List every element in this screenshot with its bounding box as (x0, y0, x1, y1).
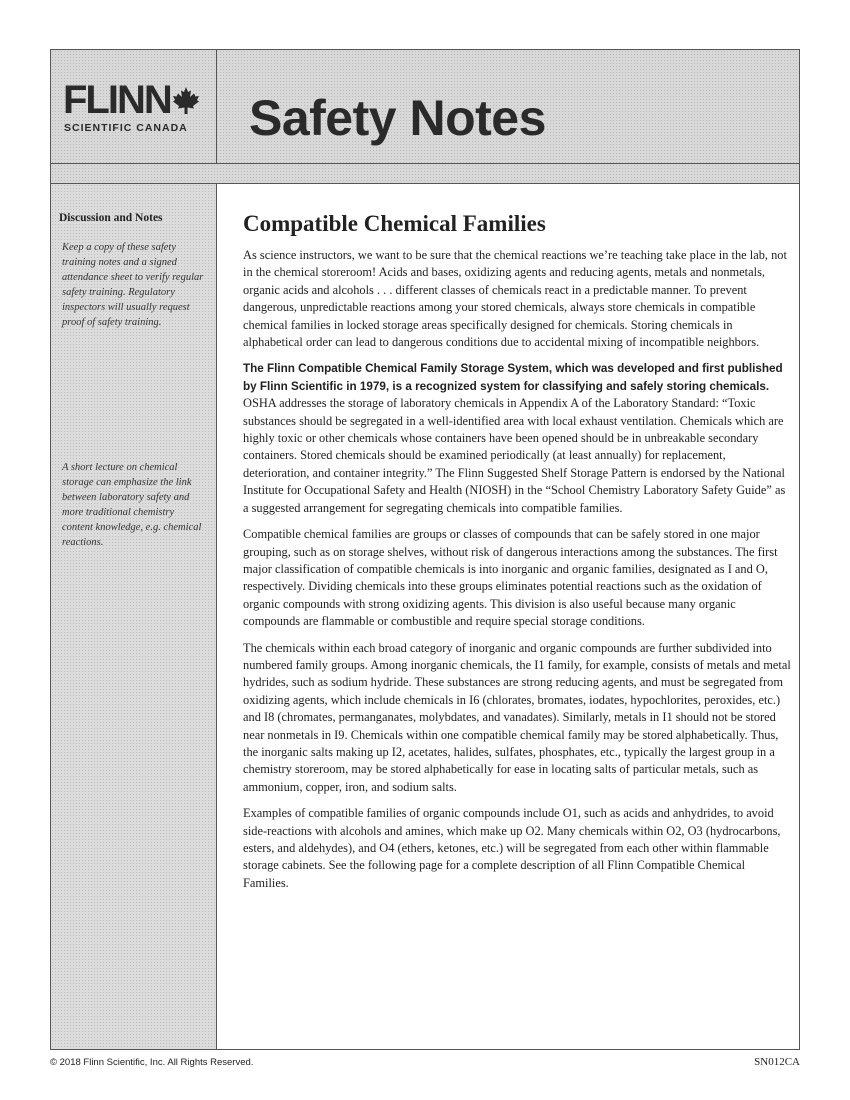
footer-copyright: © 2018 Flinn Scientific, Inc. All Rights Reserved. (50, 1057, 254, 1068)
paragraph-storage-system-body: OSHA addresses the storage of laboratory chemicals in Appendix A of the Laboratory Standard: “Toxic substances should be segregated in a well-identified area with local exhaust ventilation. Chemicals which are highly toxic or other chemicals whose containers have been opened should be in unbreakable secondary containers. Stored chemicals should be examined periodically (at least annually) for replacement, deterioration, and container integrity.” The Flinn Suggested Shelf Storage Pattern is endorsed by the National Institute for Occupational Safety and Health (NIOSH) in the “School Chemistry Laboratory Safety Guide” as a suggested arrangement for segregating chemicals into compatible families. (243, 396, 786, 515)
paragraph-inorganic-families: The chemicals within each broad category of inorganic and organic compounds are further subdivided into numbered family groups. Among inorganic chemicals, the I1 family, for example, consists of metals and metal hydrides, such as sodium hydride. These substances are strong reducing agents, and must be segregated from oxidizing agents, which include chemicals in I6 (chlorates, bromates, iodates, hypochlorites, peroxides, etc.) and I8 (chromates, permanganates, molybdates, and vanadates). Similarly, metals in I1 should not be stored near nonmetals in I9. Chemicals within one compatible chemical family may be stored alphabetically. Thus, the inorganic salts making up I2, acetates, halides, sulfates, phosphates, etc., typically the largest group in a chemistry storeroom, may be stored alphabetically for ease in locating salts of particular metals, such as ammonium, copper, iron, and sodium salts. (243, 640, 791, 794)
article (243, 210, 793, 901)
sidebar-note-training: Keep a copy of these safety training notes and a signed attendance sheet to verify regular safety training. Regulatory inspectors will usually request proof of safety training. (62, 242, 204, 328)
paragraph-compatible-families: Compatible chemical families are groups or classes of compounds that can be safely stored in one major grouping, such as on storage shelves, without risk of dangerous interactions among the substances. The first major classification of compatible chemicals is into inorganic and organic families, designated as I and O, respectively. Dividing chemicals into these groups eliminates potential reactions such as the oxidation of organic compounds with strong oxidizing agents. This division is also useful because many organic compounds are flammable or combustible and require special storage conditions. (243, 527, 778, 629)
logo-wordmark: FLINN (63, 78, 171, 122)
sidebar-note-lecture: A short lecture on chemical storage can emphasize the link between laboratory safety and more traditional chemistry content knowledge, e.g. chemical reactions. (62, 462, 202, 548)
article-title: Compatible Chemical Families (243, 211, 546, 236)
paragraph-organic-families: Examples of compatible families of organic compounds include O1, such as acids and anhydrides, to avoid side-reactions with alcohols and amines, which make up O2. Many chemicals within O2, O3 (hydrocarbons, esters, and aldehydes), and O4 (ethers, ketones, etc.) will be segregated from each other within flammable storage cabinets. See the following page for a complete description of all Flinn Compatible Chemical Families. (243, 806, 781, 890)
footer-code: SN012CA (754, 1056, 800, 1068)
header-stripe (51, 164, 799, 184)
flinn-logo (63, 80, 213, 140)
sidebar-heading: Discussion and Notes (59, 212, 163, 224)
logo-subtitle: SCIENTIFIC CANADA (64, 122, 188, 134)
header-divider (216, 50, 217, 163)
paragraph-storage-system-lead: The Flinn Compatible Chemical Family Storage System, which was developed and first published by Flinn Scientific in 1979, is a recognized system for classifying and safely storing chemicals. (243, 362, 783, 393)
page-frame (50, 49, 800, 1050)
paragraph-storage-system (243, 360, 793, 517)
maple-leaf-icon (171, 86, 201, 116)
header-band (51, 50, 799, 164)
sidebar (51, 184, 217, 1049)
page-title: Safety Notes (249, 90, 546, 146)
paragraph-intro: As science instructors, we want to be sure that the chemical reactions we’re teaching take place in the lab, not in the chemical storeroom! Acids and bases, oxidizing agents and reducing agents, metals and nonmetals, organic acids and alcohols . . . different classes of chemicals react in a predictable manner. To prevent dangerous, unpredictable reactions among your stored chemicals, always store chemicals in compatible chemical families in locked storage areas specifically designed for chemicals. Storing chemicals in alphabetical order can lead to dangerous conditions due to accidental mixing of incompatible neighbors. (243, 248, 787, 350)
